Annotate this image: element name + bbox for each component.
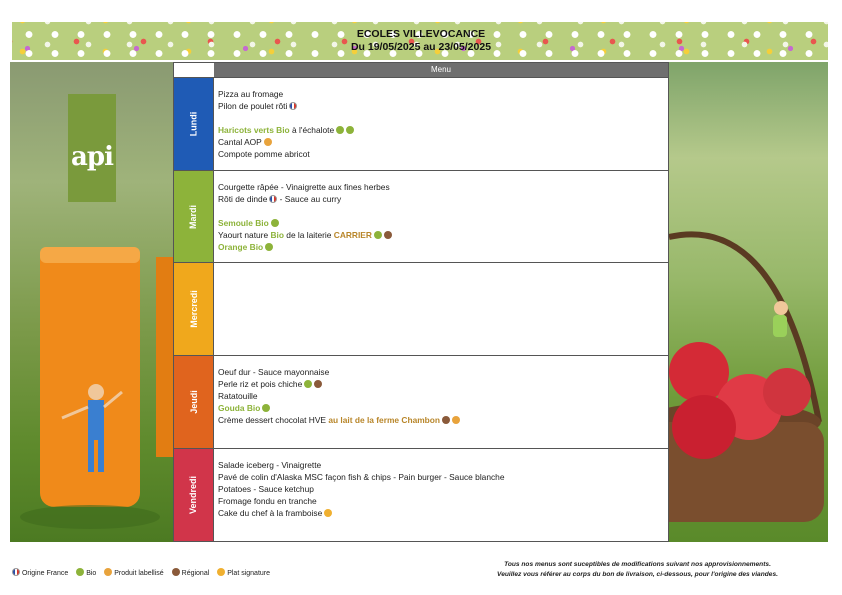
menu-item [218,217,668,229]
menu-item-text: Ratatouille [218,391,258,401]
menu-item-text: Yaourt nature [218,230,271,240]
menu-item-text: Cake du chef à la framboise [218,508,323,518]
menu-item-text: Orange Bio [218,242,264,252]
menu-item-text: au lait de la ferme Chambon [328,415,441,425]
label-icon [264,138,272,146]
bio-icon [346,126,354,134]
day-label: Mercredi [188,290,199,328]
boots-illustration [10,62,173,542]
menu-item [218,181,668,193]
apple-basket-illustration [669,62,828,542]
menu-item [218,402,668,414]
menu-table [173,62,669,542]
menu-item-text: Gouda Bio [218,403,261,413]
menu-item-text: Semoule Bio [218,218,269,228]
menu-item-text: Bio [270,230,284,240]
menu-item [218,193,668,205]
menu-item [218,459,668,471]
menu-items-cell [218,449,668,541]
day-row-vendredi [174,448,668,541]
menu-items-cell [218,78,668,170]
legend-item [102,570,163,577]
france-flag-icon [12,568,20,576]
day-label: Vendredi [188,475,199,515]
signature-icon [324,509,332,517]
menu-item-text: Crème dessert chocolat HVE [218,415,329,425]
label-icon [452,416,460,424]
supply-notice-line-1: Tous nos menus sont suceptibles de modifications suivant nos approvisionnements. [504,561,771,568]
regional-icon [442,416,450,424]
menu-item [218,100,668,112]
date-range: Du 19/05/2025 au 23/05/2025 [350,41,492,53]
right-photo-apples [669,62,828,542]
legend-item [74,570,96,577]
menu-item [218,495,668,507]
menu-item [218,88,668,100]
day-label: Mardi [188,204,199,230]
day-row-jeudi [174,355,668,448]
legend-label: Régional [179,570,210,577]
menu-item-text: Pizza au fromage [218,89,284,99]
bio-icon [374,231,382,239]
day-label-cell [174,449,214,541]
menu-item-text: Salade iceberg - Vinaigrette [218,460,322,470]
day-label-cell [174,171,214,263]
menu-item-text: à l'échalote [289,125,335,135]
menu-item-text: de la laiterie [283,230,334,240]
api-logo-text: api [71,142,113,172]
bio-icon [336,126,344,134]
menu-item [218,366,668,378]
day-label-cell [174,263,214,355]
menu-item [218,136,668,148]
supply-notice-line-2: Veuillez vous référer au corps du bon de livraison, ci-dessous, pour l'origine des viandes. [497,571,778,578]
menu-item-text: Pavé de colin d'Alaska MSC façon fish & chips - Pain burger - Sauce blanche [218,472,505,482]
legend-label: Origine France [20,570,69,577]
menu-item [218,390,668,402]
menu-item-text: Rôti de dinde [218,194,268,204]
menu-item-text: Compote pomme abricot [218,149,310,159]
page-title: ECOLES VILLEVOCANCE [356,28,486,40]
menu-item [218,483,668,495]
menu-column-header: Menu [214,63,668,77]
bio-icon [265,243,273,251]
menu-items-cell [218,263,668,355]
menu-item-text: - Sauce au curry [277,194,342,204]
legend-label: Plat signature [225,570,271,577]
france-flag-icon [289,102,297,110]
legend-item [215,570,270,577]
day-label-cell [174,356,214,448]
menu-item [218,148,668,160]
menu-item [218,229,668,241]
menu-item-text: Potatoes - Sauce ketchup [218,484,314,494]
menu-item [218,378,668,390]
legend-label: Produit labellisé [112,570,164,577]
day-label: Jeudi [188,390,199,414]
menu-item-text: Perle riz et pois chiche [218,379,303,389]
left-photo-boots [10,62,173,542]
legend-label: Bio [84,570,97,577]
menu-item-text: Haricots verts Bio [218,125,290,135]
bio-icon [262,404,270,412]
menu-item [218,414,668,426]
menu-item [218,241,668,253]
regional-icon [172,568,180,576]
supply-notice [445,560,830,580]
menu-item-text: Pilon de poulet rôti [218,101,288,111]
menu-item-text: Cantal AOP [218,137,262,147]
legend-item [10,570,68,577]
menu-items-cell [218,356,668,448]
menu-item-text: CARRIER [333,230,372,240]
bio-icon [271,219,279,227]
menu-items-cell [218,171,668,263]
legend-item [170,570,210,577]
day-row-mercredi [174,262,668,355]
regional-icon [314,380,322,388]
legend [10,568,276,577]
regional-icon [384,231,392,239]
day-row-lundi [174,77,668,170]
day-label: Lundi [188,111,199,137]
menu-item [218,507,668,519]
menu-item [218,471,668,483]
day-row-mardi [174,170,668,263]
day-label-cell [174,78,214,170]
menu-item [218,124,668,136]
menu-item-text: Fromage fondu en tranche [218,496,317,506]
bio-icon [304,380,312,388]
menu-item-text: Oeuf dur - Sauce mayonnaise [218,367,330,377]
menu-item-text: Courgette râpée - Vinaigrette aux fines herbes [218,182,390,192]
